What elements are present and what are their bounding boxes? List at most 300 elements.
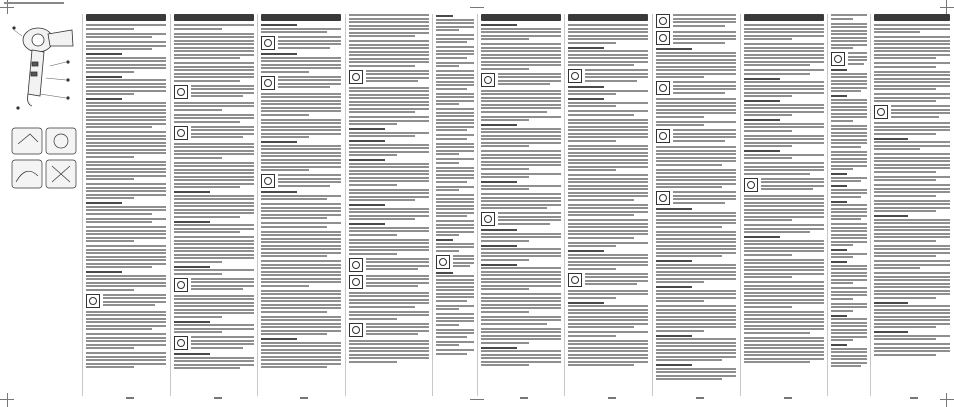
text-line — [568, 254, 648, 256]
text-line — [498, 80, 561, 82]
paragraph — [874, 331, 950, 340]
text-line — [568, 245, 616, 247]
warning-icon — [261, 36, 275, 50]
text-line — [874, 164, 950, 166]
warning-block — [831, 52, 867, 66]
paragraph — [831, 303, 867, 312]
paragraph — [481, 124, 561, 147]
text-line — [174, 102, 254, 104]
text-line — [191, 92, 254, 94]
text-line — [874, 264, 950, 266]
text-line — [874, 85, 950, 87]
paragraph — [436, 15, 474, 31]
warning-icon — [874, 105, 888, 119]
section-heading — [174, 14, 254, 21]
text-line — [174, 121, 240, 123]
text-line — [498, 216, 561, 218]
text-line — [831, 102, 867, 104]
text-line — [656, 176, 736, 178]
text-line — [261, 60, 341, 62]
text-line — [174, 76, 254, 78]
text-line — [744, 299, 824, 301]
text-line — [656, 59, 736, 61]
text-line — [673, 129, 736, 131]
text-line — [481, 176, 529, 178]
text-line — [656, 312, 736, 314]
subheading-line — [86, 202, 122, 204]
text-line — [568, 119, 648, 121]
text-line — [568, 319, 648, 321]
paragraph — [831, 95, 867, 122]
text-line — [86, 259, 166, 261]
text-line — [874, 240, 936, 242]
paragraph — [436, 349, 474, 355]
text-line — [86, 105, 166, 107]
subheading-line — [874, 331, 908, 333]
text-line — [744, 254, 792, 256]
warning-block — [86, 294, 166, 308]
warning-icon — [656, 31, 670, 45]
text-line — [831, 14, 867, 16]
text-line — [831, 180, 861, 182]
text-line — [191, 95, 243, 97]
text-line — [349, 246, 429, 248]
text-line — [86, 359, 166, 361]
text-line — [174, 183, 254, 185]
text-line — [174, 57, 240, 59]
subheading-line — [86, 53, 122, 55]
text-line — [874, 57, 936, 59]
text-line — [481, 97, 561, 99]
text-line — [261, 119, 341, 121]
text-line — [656, 186, 722, 188]
text-line — [349, 28, 429, 30]
subheading-line — [436, 272, 453, 274]
text-line — [481, 150, 561, 152]
text-line — [261, 311, 327, 313]
text-line — [481, 128, 561, 130]
paragraph — [568, 302, 648, 329]
text-line — [874, 210, 936, 212]
text-line — [174, 153, 254, 155]
text-line — [349, 94, 429, 96]
text-line — [436, 46, 474, 48]
text-line — [874, 179, 936, 181]
text-line — [86, 230, 166, 232]
text-line — [86, 237, 166, 239]
text-line — [261, 281, 341, 283]
text-line — [656, 352, 736, 354]
subheading-line — [86, 271, 122, 273]
text-line — [349, 227, 429, 229]
paragraph — [436, 143, 474, 156]
paragraph — [874, 71, 950, 91]
subheading-line — [174, 266, 210, 268]
text-line — [831, 165, 867, 167]
subheading-line — [656, 364, 692, 366]
text-line — [86, 278, 166, 280]
text-line — [656, 153, 736, 155]
text-line — [86, 156, 134, 158]
text-line — [481, 361, 561, 363]
column-rule — [432, 14, 433, 396]
text-line — [86, 152, 166, 154]
text-line — [261, 234, 341, 236]
text-line — [568, 340, 648, 342]
text-line — [436, 205, 474, 207]
text-line — [656, 160, 736, 162]
paragraph — [261, 141, 341, 171]
text-line — [656, 375, 736, 377]
text-line — [481, 293, 561, 295]
text-line — [744, 292, 824, 294]
paragraph — [831, 287, 867, 300]
text-line — [744, 354, 824, 356]
text-line — [481, 135, 561, 137]
text-line — [436, 344, 459, 346]
text-line — [436, 134, 474, 136]
text-line — [831, 282, 853, 284]
paragraph — [174, 295, 254, 318]
text-line — [831, 287, 867, 289]
text-line — [174, 309, 254, 311]
text-line — [349, 347, 429, 349]
text-line — [174, 28, 222, 30]
text-line — [874, 126, 950, 128]
text-line — [349, 51, 429, 53]
column-rule — [870, 14, 871, 396]
text-line — [481, 342, 529, 344]
paragraph — [831, 315, 867, 342]
text-line — [174, 240, 254, 242]
warning-icon — [568, 69, 582, 83]
text-line — [481, 164, 561, 166]
text-line — [874, 338, 936, 340]
paragraph — [568, 145, 648, 172]
text-line — [174, 109, 222, 111]
text-line — [874, 141, 950, 143]
warning-block — [261, 174, 341, 188]
text-line — [656, 349, 736, 351]
text-line — [86, 71, 134, 73]
text-line — [481, 104, 561, 106]
text-line — [174, 40, 254, 42]
text-line — [436, 296, 474, 298]
text-line — [436, 332, 474, 334]
text-line — [174, 224, 254, 226]
paragraph — [86, 24, 166, 30]
paragraph — [656, 335, 736, 362]
text-line — [656, 212, 736, 214]
text-line — [568, 293, 648, 295]
text-line — [874, 312, 950, 314]
subheading-line — [261, 191, 297, 193]
text-line — [656, 219, 736, 221]
text-line — [874, 157, 950, 159]
text-line — [831, 218, 861, 220]
text-line — [744, 173, 810, 175]
paragraph — [874, 122, 950, 135]
subheading-line — [481, 24, 517, 26]
text-line — [86, 190, 166, 192]
subheading-line — [86, 76, 122, 78]
text-line — [174, 54, 254, 56]
text-line — [481, 173, 561, 175]
text-line — [261, 245, 341, 247]
text-line — [744, 351, 824, 353]
warning-block — [656, 14, 736, 28]
text-line — [436, 329, 474, 331]
text-line — [436, 320, 474, 322]
text-line — [568, 102, 648, 104]
text-line — [261, 114, 309, 116]
section-heading — [86, 14, 166, 21]
section-heading — [481, 14, 561, 21]
text-line — [349, 199, 415, 201]
text-line — [261, 57, 341, 59]
text-line — [874, 145, 950, 147]
text-line — [744, 142, 824, 144]
text-line — [673, 92, 725, 94]
crop-mark — [940, 7, 954, 8]
text-line — [86, 245, 166, 247]
text-line — [568, 28, 648, 30]
text-line — [436, 170, 474, 172]
text-line — [86, 213, 152, 215]
paragraph — [349, 292, 429, 308]
text-line — [831, 146, 861, 148]
text-line — [831, 18, 853, 20]
text-line — [744, 54, 824, 56]
subheading-line — [481, 347, 517, 349]
text-line — [261, 330, 341, 332]
text-line — [656, 215, 736, 217]
paragraph — [436, 220, 474, 236]
text-line — [261, 241, 341, 243]
text-line — [761, 185, 824, 187]
text-line — [656, 73, 736, 75]
text-line — [481, 111, 547, 113]
text-line — [261, 285, 309, 287]
text-line — [86, 356, 166, 358]
text-line — [174, 105, 254, 107]
text-line — [481, 319, 561, 321]
subheading-line — [831, 185, 847, 187]
text-line — [874, 323, 950, 325]
text-line — [86, 119, 166, 121]
section-heading — [744, 14, 824, 21]
page-number — [910, 397, 918, 399]
text-line — [261, 359, 341, 361]
text-line — [349, 147, 429, 149]
text-line — [86, 206, 166, 208]
paragraph — [744, 69, 824, 75]
paragraph — [261, 203, 341, 219]
text-line — [673, 14, 736, 16]
paragraph — [874, 272, 950, 299]
text-line — [436, 308, 459, 310]
text-line — [831, 177, 867, 179]
paragraph — [349, 128, 429, 137]
paragraph — [481, 43, 561, 70]
paragraph — [174, 33, 254, 60]
text-line — [744, 318, 824, 320]
paragraph — [481, 264, 561, 291]
text-line — [874, 207, 950, 209]
text-line — [568, 178, 648, 180]
text-line — [366, 278, 429, 280]
paragraph — [174, 266, 254, 275]
warning-block — [568, 273, 648, 287]
text-line — [261, 207, 341, 209]
text-line — [831, 310, 853, 312]
paragraph — [436, 46, 474, 59]
text-column — [349, 14, 429, 392]
text-line — [874, 97, 950, 99]
text-line — [744, 358, 824, 360]
text-column — [656, 14, 736, 392]
text-line — [831, 151, 867, 153]
text-line — [191, 129, 254, 131]
text-line — [656, 164, 722, 166]
text-line — [831, 355, 867, 357]
text-line — [831, 139, 867, 141]
text-line — [86, 289, 134, 291]
text-line — [174, 202, 254, 204]
text-line — [831, 106, 867, 108]
text-line — [831, 256, 853, 258]
text-line — [261, 326, 341, 328]
text-line — [278, 47, 330, 49]
text-line — [174, 367, 240, 369]
text-line — [349, 97, 429, 99]
text-line — [874, 176, 950, 178]
warning-block — [349, 323, 429, 337]
text-line — [436, 174, 474, 176]
text-line — [86, 79, 166, 81]
text-column — [744, 14, 824, 392]
text-line — [481, 93, 561, 95]
text-line — [453, 258, 474, 260]
text-line — [86, 344, 166, 346]
warning-block — [656, 191, 736, 205]
text-line — [436, 167, 474, 169]
text-line — [436, 129, 467, 131]
text-line — [874, 248, 950, 250]
text-line — [874, 283, 950, 285]
text-line — [174, 62, 254, 64]
text-line — [174, 228, 254, 230]
text-line — [656, 112, 736, 114]
text-line — [349, 189, 429, 191]
text-line — [656, 76, 704, 78]
text-line — [436, 250, 459, 252]
text-line — [349, 61, 429, 63]
text-line — [744, 64, 810, 66]
text-line — [86, 83, 166, 85]
paragraph — [349, 14, 429, 37]
text-line — [261, 319, 341, 321]
text-line — [744, 216, 824, 218]
text-line — [744, 262, 824, 264]
text-line — [585, 69, 648, 71]
text-line — [874, 226, 950, 228]
text-line — [86, 33, 166, 35]
warning-block — [656, 81, 736, 95]
warning-icon — [656, 14, 670, 28]
text-line — [481, 28, 561, 30]
text-line — [436, 181, 467, 183]
text-line — [874, 195, 936, 197]
text-line — [744, 24, 824, 26]
text-line — [744, 28, 824, 30]
paragraph — [874, 215, 950, 242]
text-line — [481, 328, 561, 330]
text-line — [673, 21, 736, 23]
text-line — [744, 88, 824, 90]
text-line — [349, 44, 429, 46]
text-line — [261, 133, 341, 135]
step-figure-1 — [12, 128, 42, 154]
subheading-line — [174, 191, 210, 193]
text-column — [568, 14, 648, 392]
text-line — [436, 122, 474, 124]
text-line — [174, 298, 254, 300]
page-number — [214, 397, 222, 399]
text-line — [831, 230, 867, 232]
text-line — [191, 340, 254, 342]
paragraph — [86, 183, 166, 199]
paragraph — [874, 153, 950, 173]
text-line — [656, 309, 736, 311]
paragraph — [86, 98, 166, 128]
paragraph — [86, 311, 166, 331]
text-line — [481, 316, 561, 318]
warning-icon — [656, 129, 670, 143]
text-line — [874, 343, 950, 345]
text-line — [744, 273, 824, 275]
text-line — [831, 325, 867, 327]
text-line — [174, 50, 254, 52]
text-line — [744, 250, 824, 252]
paragraph — [261, 290, 341, 313]
text-line — [278, 76, 341, 78]
text-line — [848, 63, 864, 65]
text-line — [831, 33, 867, 35]
text-line — [174, 305, 254, 307]
text-line — [86, 183, 166, 185]
text-line — [744, 269, 824, 271]
text-line — [366, 285, 418, 287]
text-line — [656, 183, 736, 185]
text-line — [744, 276, 792, 278]
text-line — [481, 323, 547, 325]
text-line — [366, 330, 429, 332]
text-line — [568, 61, 648, 63]
text-line — [831, 339, 853, 341]
text-line — [874, 305, 950, 307]
text-line — [481, 236, 561, 238]
text-line — [436, 77, 474, 79]
text-line — [656, 169, 736, 171]
text-line — [744, 123, 824, 125]
text-line — [874, 184, 950, 186]
text-line — [86, 366, 134, 368]
text-line — [481, 255, 561, 257]
text-line — [874, 222, 950, 224]
text-line — [191, 133, 254, 135]
text-line — [261, 260, 341, 262]
